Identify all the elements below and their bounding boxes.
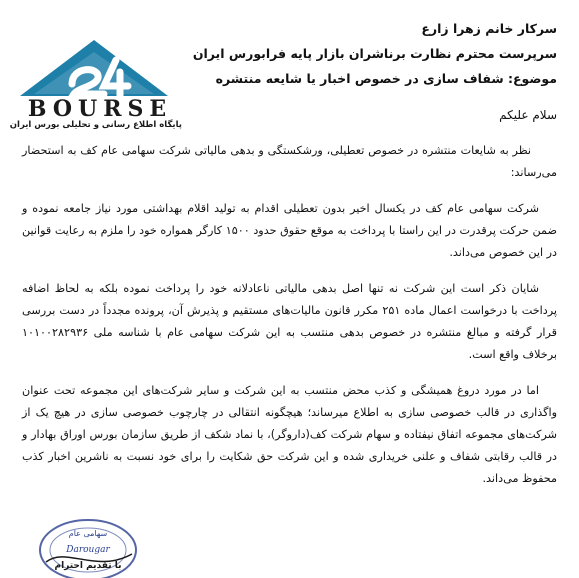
seal-text-mid: Darougar xyxy=(66,545,110,555)
greeting: سلام علیکم xyxy=(499,108,557,122)
paragraph-production: شرکت سهامی عام کف در یکسال اخیر بدون تعطیلی اقدام به تولید اقلام بهداشتی مورد نیاز جامعه نموده و ضمن حرکت پرقدرت در این راستا با پرداخت به موقع حقوق حدود ۱۵۰۰ کارگر همواره خود را ملزم به رعایت قوانین در این خصوص می‌داند. xyxy=(22,202,557,259)
logo-wordmark: BOURSE xyxy=(27,96,173,122)
seal-text-bottom: با تقدیم احترام xyxy=(54,561,122,571)
paragraph-privatization: اما در مورد دروغ همیشگی و کذب محض منتسب به این شرکت و سایر شرکت‌های این مجموعه تحت عنوان واگذاری در قالب خصوصی سازی به اطلاع میرساند؛ هیچگونه انتقالی در چارچوب خصوصی سازی در هیچ یک از شرکت‌های مجموعه اتفاق نیفتاده و سهام شرکت کف(داروگر)، با نماد شکف از طریق سازمان بورس اوراق بهادار و در قالب رقابتی شفاف و علنی خریداری شده و این شرکت حق شکایت را برای خود نسبت به ناشرین اخبار کذب محفوظ می‌داند. xyxy=(22,384,557,485)
paragraph-tax: شایان ذکر است این شرکت نه تنها اصل بدهی مالیاتی ناعادلانه خود را پرداخت نموده بلکه به لحاظ اضافه پرداخت با درخواست اعمال ماده ۲۵۱ مکرر قانون مالیات‌های مستقیم و پذیرش آن، پرونده مجدداً در دست بررسی قرار گرفته و مبالغ منتشره در خصوص بدهی منتسب به این شرکت سهامی عام با شناسه ملی ۱۰۱۰۰۲۸۲۹۳۶ برخلاف واقع است. xyxy=(22,282,557,361)
recipient-line: سرکار خانم زهرا زارع xyxy=(421,21,557,36)
recipient-title: سرپرست محترم نظارت برناشران بازار پایه فرابورس ایران xyxy=(192,46,557,61)
subject-line: موضوع: شفاف سازی در خصوص اخبار یا شایعه منتشره xyxy=(215,71,557,86)
logo-caption: پایگاه اطلاع رسانی و تحلیلی بورس ایران xyxy=(9,120,182,130)
bourse-logo xyxy=(8,38,180,130)
letter-header xyxy=(177,16,557,91)
company-seal xyxy=(36,516,140,578)
seal-text-top: سهامی عام xyxy=(68,529,108,538)
logo-triangle-icon xyxy=(8,38,180,98)
paragraph-intro: نظر به شایعات منتشره در خصوص تعطیلی، ورشکستگی و بدهی مالیاتی شرکت سهامی عام کف به استحضار می‌رساند: xyxy=(22,144,557,179)
letter-body xyxy=(22,140,557,504)
